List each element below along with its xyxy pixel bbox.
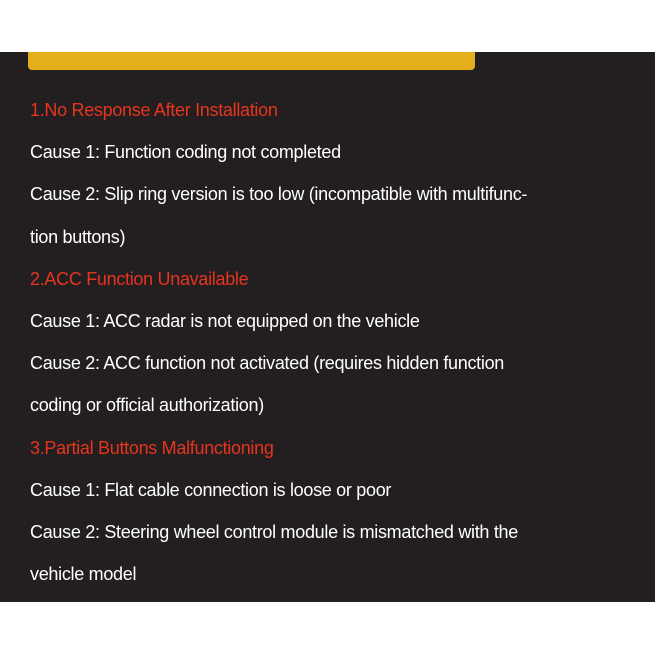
troubleshooting-panel bbox=[0, 52, 655, 602]
section-heading-partial-buttons: 3.Partial Buttons Malfunctioning bbox=[30, 437, 274, 458]
cause-line: Cause 1: Flat cable connection is loose or poor bbox=[30, 479, 392, 500]
cause-line: coding or official authorization) bbox=[30, 395, 264, 416]
cause-line: Cause 2: Steering wheel control module is mismatched with the bbox=[30, 522, 518, 543]
troubleshooting-content bbox=[30, 89, 630, 595]
accent-bar bbox=[28, 52, 475, 70]
section-heading-no-response: 1.No Response After Installation bbox=[30, 100, 278, 120]
cause-line: Cause 2: Slip ring version is too low (incompatible with multifunc- bbox=[30, 184, 528, 205]
cause-line: Cause 2: ACC function not activated (requires hidden function bbox=[30, 353, 504, 374]
cause-line: tion buttons) bbox=[30, 226, 126, 247]
cause-line: Cause 1: Function coding not completed bbox=[30, 142, 341, 163]
cause-line: vehicle model bbox=[30, 564, 137, 585]
cause-line: Cause 1: ACC radar is not equipped on the vehicle bbox=[30, 311, 420, 332]
section-heading-acc-unavailable: 2.ACC Function Unavailable bbox=[30, 268, 249, 289]
